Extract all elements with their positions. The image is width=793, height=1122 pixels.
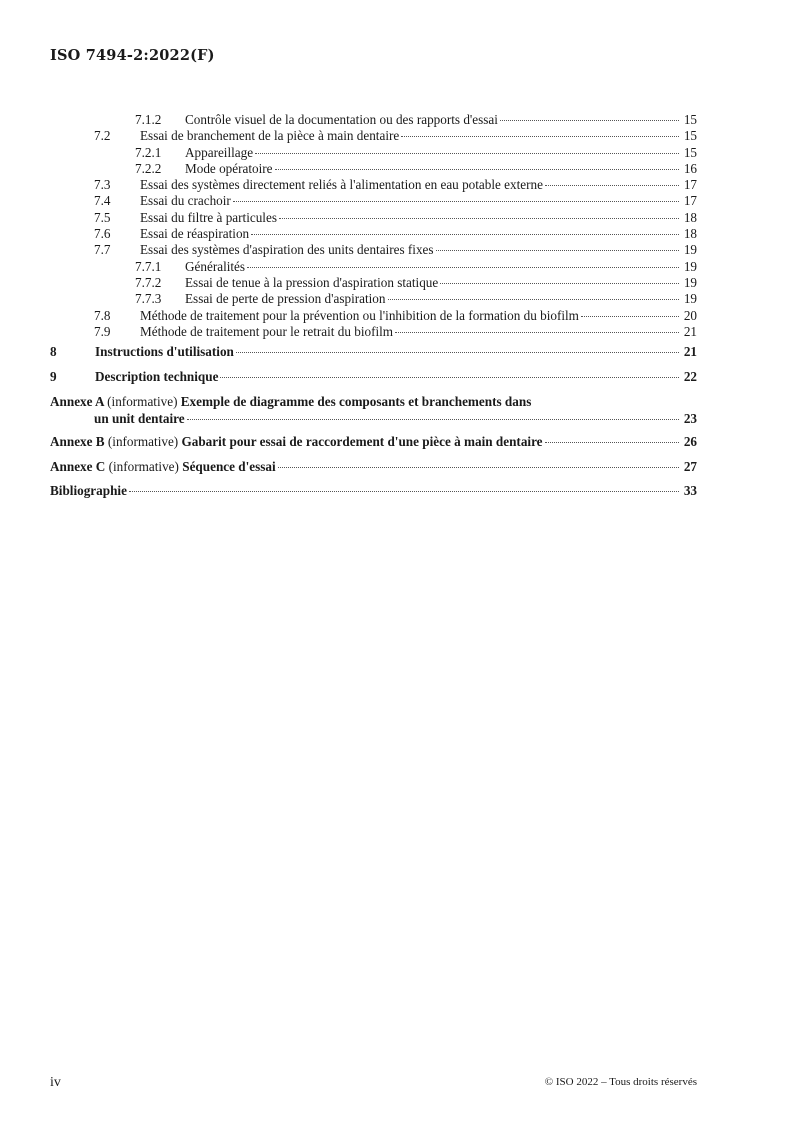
toc-entry-title: Essai de perte de pression d'aspiration — [185, 291, 386, 307]
annex-page: 23 — [683, 411, 697, 427]
toc-entry-7-7[interactable] — [50, 242, 697, 258]
toc-entry-number: 7.7.1 — [135, 258, 162, 274]
toc-entry-7-8[interactable] — [50, 308, 697, 324]
dot-leader — [545, 442, 679, 443]
annex-title: Séquence d'essai — [182, 458, 276, 474]
toc-entry-number: 7.4 — [94, 193, 111, 209]
toc-entry-number: 7.2.1 — [135, 144, 162, 160]
annex-title: Gabarit pour essai de raccordement d'une pièce à main dentaire — [181, 434, 543, 450]
table-of-contents — [50, 112, 697, 504]
annex-page: 26 — [683, 434, 697, 450]
annex-title-line2: un unit dentaire — [94, 411, 185, 427]
toc-entry-number: 7.3 — [94, 177, 111, 193]
toc-entry-7-5[interactable] — [50, 210, 697, 226]
toc-entry-title: Méthode de traitement pour le retrait du biofilm — [140, 323, 394, 339]
toc-entry-page: 19 — [683, 242, 697, 258]
toc-bibliography[interactable] — [50, 479, 697, 504]
toc-entry-title: Généralités — [185, 258, 246, 274]
toc-entry-number: 7.6 — [94, 226, 111, 242]
copyright-notice: © ISO 2022 – Tous droits réservés — [544, 1076, 697, 1088]
toc-entry-number: 7.2 — [94, 128, 111, 144]
dot-leader — [436, 250, 679, 251]
toc-entry-number: 7.7 — [94, 242, 111, 258]
dot-leader — [440, 283, 679, 284]
toc-entry-title: Contrôle visuel de la documentation ou des rapports d'essai — [185, 112, 498, 127]
toc-entry-number: 7.2.2 — [135, 160, 162, 176]
annex-informative: (informative) — [107, 434, 179, 450]
bibliography-page: 33 — [683, 483, 697, 499]
dot-leader — [247, 267, 679, 268]
toc-entry-page: 19 — [683, 258, 697, 274]
toc-entry-page: 20 — [683, 307, 697, 323]
toc-entry-page: 18 — [683, 209, 697, 225]
toc-clause-title: Instructions d'utilisation — [95, 344, 234, 360]
annex-title-line1: Exemple de diagramme des composants et branchements dans — [180, 394, 532, 410]
toc-entry-7-6[interactable] — [50, 226, 697, 242]
toc-entry-7-4[interactable] — [50, 193, 697, 209]
toc-entry-page: 18 — [683, 226, 697, 242]
dot-leader — [401, 136, 679, 137]
dot-leader — [278, 467, 679, 468]
toc-clause-8[interactable] — [50, 340, 697, 365]
toc-entry-number: 7.1.2 — [135, 112, 162, 127]
toc-entry-title: Essai du crachoir — [140, 193, 231, 209]
toc-entry-page: 19 — [683, 291, 697, 307]
toc-clause-number: 8 — [50, 344, 57, 360]
toc-entry-7-9[interactable] — [50, 324, 697, 340]
toc-entry-number: 7.9 — [94, 323, 111, 339]
toc-entry-title: Essai du filtre à particules — [140, 209, 277, 225]
toc-annex-c[interactable] — [50, 455, 697, 480]
toc-entry-title: Essai des systèmes d'aspiration des units dentaires fixes — [140, 242, 434, 258]
dot-leader — [388, 299, 680, 300]
bibliography-title: Bibliographie — [50, 483, 127, 499]
toc-entry-page: 17 — [683, 193, 697, 209]
toc-entry-title: Essai de réaspiration — [140, 226, 250, 242]
toc-entry-page: 16 — [683, 160, 697, 176]
dot-leader — [275, 169, 679, 170]
toc-clause-number: 9 — [50, 368, 57, 384]
toc-annex-b[interactable] — [50, 430, 697, 455]
toc-annex-a[interactable] — [50, 393, 697, 427]
toc-entry-page: 15 — [683, 128, 697, 144]
toc-entry-7-7-1[interactable] — [50, 259, 697, 275]
toc-clause-title: Description technique — [95, 368, 219, 384]
dot-leader — [220, 377, 679, 378]
dot-leader — [581, 316, 679, 317]
dot-leader — [545, 185, 679, 186]
document-id: ISO 7494-2:2022(F) — [50, 47, 215, 64]
dot-leader — [255, 153, 679, 154]
annex-label: Annexe C — [50, 458, 106, 474]
annex-heading — [50, 455, 276, 480]
dot-leader — [500, 120, 679, 121]
toc-entry-number: 7.7.3 — [135, 291, 162, 307]
dot-leader — [236, 352, 679, 353]
toc-entry-number: 7.8 — [94, 307, 111, 323]
toc-clause-page: 21 — [683, 344, 697, 360]
toc-entry-number: 7.5 — [94, 209, 111, 225]
toc-entry-title: Essai de branchement de la pièce à main dentaire — [140, 128, 400, 144]
toc-entry-page: 19 — [683, 274, 697, 290]
annex-label: Annexe A — [50, 394, 104, 410]
toc-entry-title: Essai de tenue à la pression d'aspiration statique — [185, 274, 439, 290]
annex-label: Annexe B — [50, 434, 105, 450]
annex-page: 27 — [683, 458, 697, 474]
toc-entry-page: 15 — [683, 112, 697, 127]
dot-leader — [395, 332, 679, 333]
annex-heading — [50, 430, 543, 455]
toc-entry-page: 15 — [683, 144, 697, 160]
toc-entry-7-2[interactable] — [50, 128, 697, 144]
page-number: iv — [50, 1075, 61, 1090]
toc-entry-7-3[interactable] — [50, 177, 697, 193]
toc-entry-title: Mode opératoire — [185, 160, 273, 176]
toc-clause-page: 22 — [683, 368, 697, 384]
dot-leader — [251, 234, 679, 235]
toc-entry-7-2-2[interactable] — [50, 161, 697, 177]
toc-clause-9[interactable] — [50, 365, 697, 390]
toc-entry-7-2-1[interactable] — [50, 145, 697, 161]
dot-leader — [279, 218, 679, 219]
toc-entry-title: Méthode de traitement pour la prévention ou l'inhibition de la formation du biofilm — [140, 307, 579, 323]
toc-entry-number: 7.7.2 — [135, 274, 162, 290]
toc-entry-title: Appareillage — [185, 144, 254, 160]
toc-entry-page: 17 — [683, 177, 697, 193]
toc-entry-page: 21 — [683, 323, 697, 339]
toc-entry-7-1-2[interactable] — [50, 112, 697, 128]
annex-informative: (informative) — [107, 394, 178, 410]
toc-entry-7-7-3[interactable] — [50, 291, 697, 307]
toc-entry-title: Essai des systèmes directement reliés à l'alimentation en eau potable externe — [140, 177, 543, 193]
toc-entry-7-7-2[interactable] — [50, 275, 697, 291]
dot-leader — [187, 419, 679, 420]
dot-leader — [129, 491, 679, 492]
dot-leader — [233, 201, 679, 202]
annex-informative: (informative) — [108, 458, 179, 474]
